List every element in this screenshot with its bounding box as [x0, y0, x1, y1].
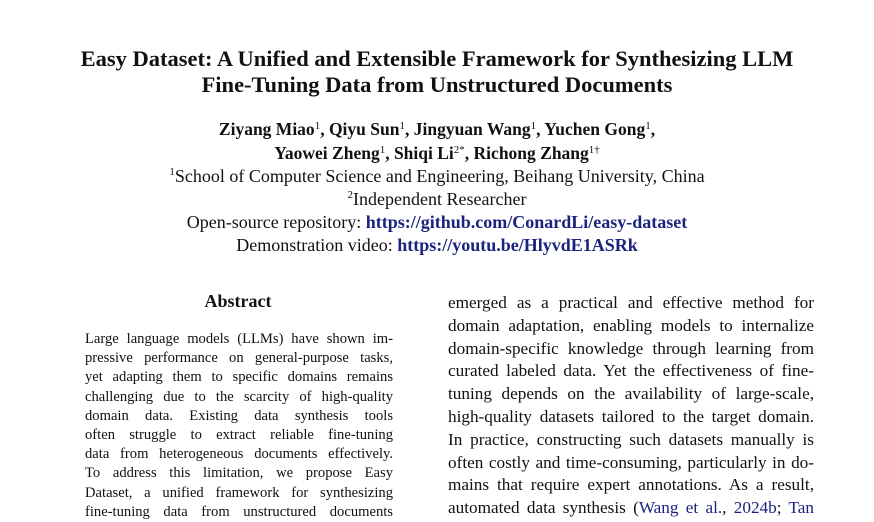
abstract-line: pressive performance on general-purpose tasks, — [85, 350, 393, 367]
body-line: high-quality datasets tailored to the target domain. — [448, 406, 814, 426]
title-line-1: Easy Dataset: A Unified and Extensible Framework for Synthesizing LLM — [80, 46, 794, 71]
affiliation-text: School of Computer Science and Engineering, Beihang University, China — [174, 166, 705, 186]
affiliation-text: Independent Researcher — [353, 189, 527, 209]
repository-link[interactable]: https://github.com/ConardLi/easy-dataset — [365, 212, 688, 232]
author-affiliation-mark: 1 — [314, 120, 321, 132]
body-text: automated data synthesis ( — [448, 498, 639, 518]
author-name: Shiqi Li — [393, 143, 454, 163]
author-affiliation-mark: 2* — [453, 144, 465, 156]
title-line-2: Fine-Tuning Data from Unstructured Documents — [201, 72, 673, 97]
abstract-line: data from heterogeneous documents effectively. — [85, 446, 393, 463]
abstract-line: fine-tuning data from unstructured documents — [85, 503, 393, 520]
author-separator: , — [650, 119, 656, 139]
abstract-body — [85, 330, 393, 522]
author-separator: , — [385, 143, 394, 163]
body-line: tuning depends on the availability of large-scale, — [448, 384, 814, 404]
abstract-heading: Abstract — [204, 291, 272, 311]
affiliation-mark: 2 — [347, 189, 354, 201]
citation-link[interactable]: Tan — [788, 498, 815, 518]
body-line: curated labeled data. Yet the effectiveness of fine- — [448, 361, 814, 381]
author-name: Jingyuan Wang — [413, 119, 531, 139]
citation-separator: , — [722, 498, 734, 518]
body-line: domain adaptation, enabling models to internalize — [448, 315, 814, 335]
author-name: Richong Zhang — [473, 143, 589, 163]
abstract-line: To address this limitation, we propose Easy — [85, 465, 393, 482]
video-line — [0, 234, 874, 257]
author-separator: , — [404, 119, 414, 139]
author-name: Yaowei Zheng — [274, 143, 380, 163]
author-list — [0, 117, 874, 165]
author-affiliation-mark: 1 — [399, 120, 405, 132]
author-affiliation-mark: 1 — [645, 120, 651, 132]
author-separator: , — [536, 119, 545, 139]
abstract-line: challenging due to the scarcity of high-quality — [85, 388, 393, 405]
abstract-line: Large language models (LLMs) have shown im- — [85, 331, 393, 347]
abstract-line: domain data. Existing data synthesis tools — [85, 407, 393, 424]
affiliation-1 — [0, 165, 874, 188]
body-line: In practice, constructing such datasets manually is — [448, 429, 814, 449]
video-link[interactable]: https://youtu.be/HlyvdE1ASRk — [397, 235, 638, 255]
abstract-line: often struggle to extract reliable fine-tuning — [85, 426, 393, 443]
author-affiliation-mark: 1 — [379, 144, 386, 156]
author-separator: , — [464, 143, 474, 163]
citation-separator: ; — [776, 498, 789, 518]
author-separator: , — [320, 119, 329, 139]
video-label: Demonstration video: — [236, 235, 398, 255]
author-line-2 — [0, 141, 874, 165]
body-line: domain-specific knowledge through learning from — [448, 338, 814, 358]
body-line: mains that require expert annotations. As a result, — [448, 475, 814, 495]
affiliation-mark: 1 — [169, 166, 175, 178]
author-affiliation-mark: 1† — [588, 144, 600, 156]
author-affiliation-mark: 1 — [530, 120, 537, 132]
author-name: Ziyang Miao — [218, 119, 315, 139]
introduction-column — [448, 292, 814, 520]
citation-link[interactable]: Wang et al. — [638, 498, 723, 518]
body-line: emerged as a practical and effective method for — [448, 293, 814, 312]
abstract-line: Dataset, a unified framework for synthesizing — [85, 484, 393, 501]
paper-title — [0, 46, 874, 98]
author-name: Yuchen Gong — [544, 119, 646, 139]
author-line-1 — [0, 117, 874, 141]
repository-label: Open-source repository: — [186, 212, 366, 232]
abstract-line: yet adapting them to specific domains remains — [85, 369, 393, 386]
citation-year-link[interactable]: 2024b — [733, 498, 777, 518]
author-name: Qiyu Sun — [328, 119, 400, 139]
body-line: often costly and time-consuming, particularly in do- — [448, 452, 814, 472]
affiliation-2 — [0, 188, 874, 211]
repository-line — [0, 211, 874, 234]
body-line-with-citations — [448, 497, 814, 520]
